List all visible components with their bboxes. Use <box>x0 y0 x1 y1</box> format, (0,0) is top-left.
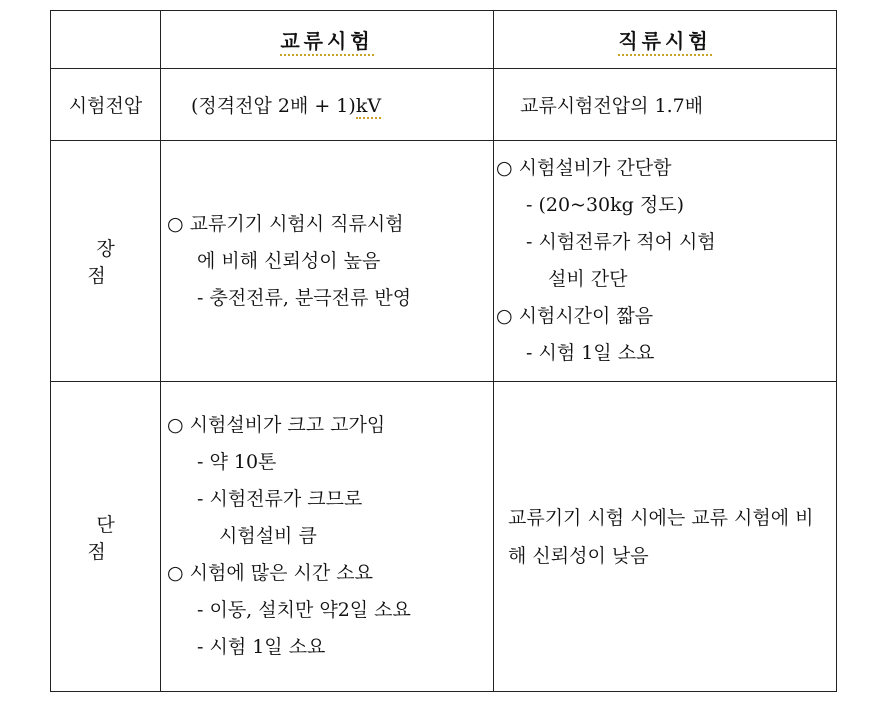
list-item: - 충전전류, 분극전류 반영 <box>197 286 412 309</box>
comparison-table <box>50 10 837 692</box>
dc-test-header-label: 직류시험 <box>618 29 711 56</box>
voltage-row <box>51 69 837 141</box>
ac-test-header <box>161 11 494 69</box>
list-item: ○ 시험설비가 크고 고가임 <box>167 414 386 436</box>
advantages-row <box>51 141 837 382</box>
list-item: ○ 교류기기 시험시 직류시험 <box>167 212 404 235</box>
list-item: 에 비해 신뢰성이 높음 <box>197 249 381 272</box>
ac-voltage-unit: kV <box>355 95 382 117</box>
dc-advantages-cell <box>494 141 837 382</box>
voltage-label: 시험전압 <box>51 69 161 141</box>
list-item: ○ 시험에 많은 시간 소요 <box>167 562 373 584</box>
ac-advantages-cell <box>161 141 494 382</box>
dc-test-header <box>494 11 837 69</box>
list-item: - 이동, 설치만 약2일 소요 <box>197 599 411 621</box>
list-item: - 시험전류가 적어 시험 <box>526 231 716 253</box>
ac-test-header-label: 교류시험 <box>280 29 373 56</box>
ac-voltage-value: (정격전압 2배 + 1) <box>191 95 356 117</box>
list-item: - 시험 1일 소요 <box>197 636 326 658</box>
disadvantages-label: 단 점 <box>51 382 161 692</box>
list-item: - 시험전류가 크므로 <box>197 488 363 510</box>
list-item: 시험설비 큼 <box>219 525 317 547</box>
corner-cell <box>51 11 161 69</box>
header-row <box>51 11 837 69</box>
list-item: ○ 시험시간이 짧음 <box>496 305 654 327</box>
disadvantages-row <box>51 382 837 692</box>
list-item: - 약 10톤 <box>197 451 277 473</box>
list-item: ○ 시험설비가 간단함 <box>496 157 672 179</box>
dc-disadvantages-cell: 교류기기 시험 시에는 교류 시험에 비해 신뢰성이 낮음 <box>494 382 837 692</box>
dc-voltage-cell: 교류시험전압의 1.7배 <box>494 69 837 141</box>
list-item: - (20~30kg 정도) <box>526 194 684 216</box>
ac-voltage-cell <box>161 69 494 141</box>
list-item: - 시험 1일 소요 <box>526 342 655 364</box>
ac-disadvantages-cell <box>161 382 494 692</box>
advantages-label: 장 점 <box>51 141 161 382</box>
list-item: 설비 간단 <box>548 268 628 290</box>
